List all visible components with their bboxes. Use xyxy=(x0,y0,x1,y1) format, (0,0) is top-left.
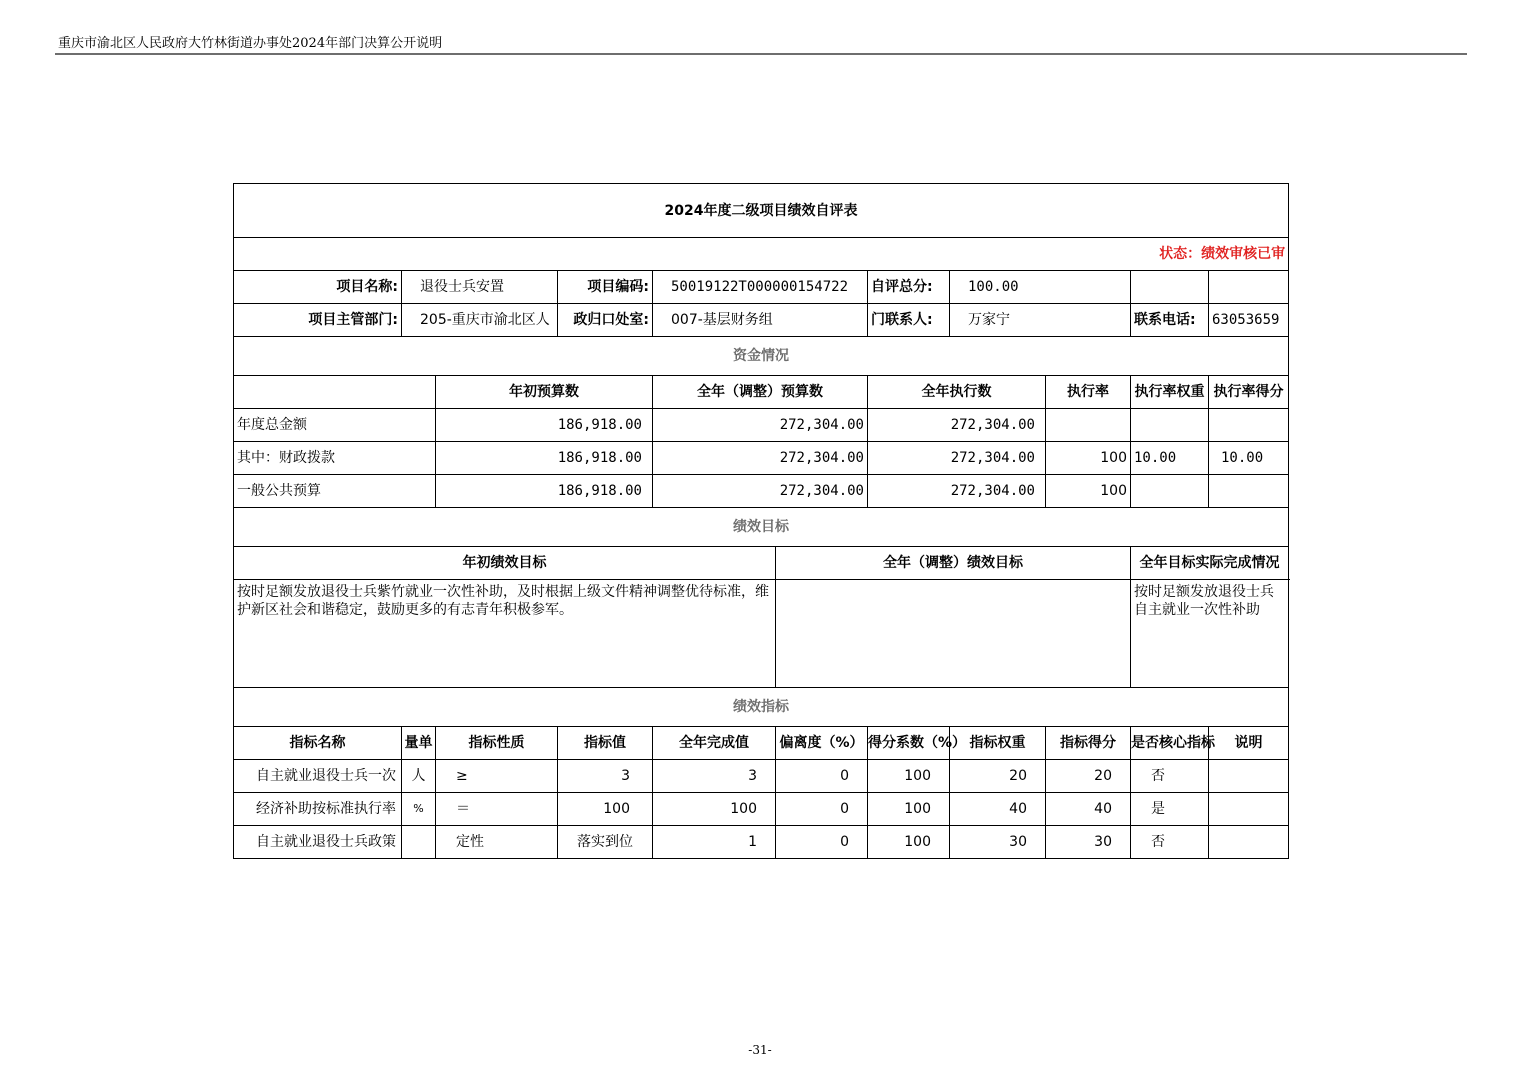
ind-unit xyxy=(402,826,436,859)
ind-nature: ＝ xyxy=(436,793,558,826)
ind-score: 30 xyxy=(1046,826,1131,859)
department-value: 205-重庆市渝北区人 xyxy=(402,304,558,337)
ind-header-unit: 量单 xyxy=(402,727,436,760)
self-score-value: 100.00 xyxy=(950,271,1131,304)
ind-target: 3 xyxy=(558,760,653,793)
ind-deviation: 0 xyxy=(776,793,868,826)
ind-actual: 100 xyxy=(653,793,776,826)
table-row xyxy=(234,760,1289,793)
ind-target: 100 xyxy=(558,793,653,826)
goals-adjusted-text xyxy=(776,580,1131,688)
header-rule xyxy=(55,53,1467,55)
ind-unit: % xyxy=(402,793,436,826)
project-name-label: 项目名称: xyxy=(234,271,402,304)
indicators-section-title: 绩效指标 xyxy=(234,688,1289,727)
ind-header-target: 指标值 xyxy=(558,727,653,760)
ind-header-weight: 指标权重 xyxy=(950,727,1046,760)
form-title: 2024年度二级项目绩效自评表 xyxy=(234,184,1289,238)
funds-header-weight: 执行率权重 xyxy=(1131,376,1209,409)
funds-header-rate: 执行率 xyxy=(1046,376,1131,409)
ind-score: 20 xyxy=(1046,760,1131,793)
ind-header-note: 说明 xyxy=(1209,727,1289,760)
ind-unit: 人 xyxy=(402,760,436,793)
ind-coef: 100 xyxy=(868,760,950,793)
funds-header-row xyxy=(234,376,1289,409)
ind-header-score: 指标得分 xyxy=(1046,727,1131,760)
funds-adjusted: 272,304.00 xyxy=(653,442,868,475)
ind-header-name: 指标名称 xyxy=(234,727,402,760)
ind-score: 40 xyxy=(1046,793,1131,826)
ind-weight: 20 xyxy=(950,760,1046,793)
funds-initial: 186,918.00 xyxy=(436,442,653,475)
ind-name: 自主就业退役士兵一次 xyxy=(234,760,402,793)
funds-score: 10.00 xyxy=(1209,442,1289,475)
ind-core: 是 xyxy=(1131,793,1209,826)
funds-weight xyxy=(1131,409,1209,442)
funds-executed: 272,304.00 xyxy=(868,442,1046,475)
funds-initial: 186,918.00 xyxy=(436,475,653,508)
goals-header-initial: 年初绩效目标 xyxy=(234,547,776,580)
office-value: 007-基层财务组 xyxy=(653,304,868,337)
ind-header-deviation: 偏离度（%） xyxy=(776,727,868,760)
funds-header-initial: 年初预算数 xyxy=(436,376,653,409)
ind-note xyxy=(1209,826,1289,859)
table-row xyxy=(234,409,1289,442)
ind-weight: 30 xyxy=(950,826,1046,859)
funds-row-label: 其中：财政拨款 xyxy=(234,442,436,475)
table-row xyxy=(234,826,1289,859)
ind-coef: 100 xyxy=(868,826,950,859)
self-score-label: 自评总分: xyxy=(868,271,950,304)
funds-score xyxy=(1209,475,1289,508)
project-code-label: 项目编码: xyxy=(558,271,653,304)
ind-core: 否 xyxy=(1131,826,1209,859)
ind-coef: 100 xyxy=(868,793,950,826)
funds-adjusted: 272,304.00 xyxy=(653,475,868,508)
funds-row-label: 一般公共预算 xyxy=(234,475,436,508)
ind-core: 否 xyxy=(1131,760,1209,793)
funds-rate: 100 xyxy=(1046,442,1131,475)
info-empty-cell xyxy=(1131,271,1209,304)
document-header-title: 重庆市渝北区人民政府大竹林街道办事处2024年部门决算公开说明 xyxy=(58,36,443,51)
goals-header-actual: 全年目标实际完成情况 xyxy=(1131,547,1289,580)
table-row xyxy=(234,475,1289,508)
goals-actual-text: 按时足额发放退役士兵自主就业一次性补助 xyxy=(1131,580,1289,688)
status-badge: 状态：绩效审核已审 xyxy=(234,238,1289,271)
project-name-value: 退役士兵安置 xyxy=(402,271,558,304)
funds-executed: 272,304.00 xyxy=(868,475,1046,508)
indicators-header-row xyxy=(234,727,1289,760)
funds-weight xyxy=(1131,475,1209,508)
contact-label: 门联系人: xyxy=(868,304,950,337)
funds-executed: 272,304.00 xyxy=(868,409,1046,442)
ind-header-actual: 全年完成值 xyxy=(653,727,776,760)
funds-rate xyxy=(1046,409,1131,442)
ind-deviation: 0 xyxy=(776,826,868,859)
goals-section-title: 绩效目标 xyxy=(234,508,1289,547)
project-code-value: 50019122T000000154722 xyxy=(653,271,868,304)
funds-initial: 186,918.00 xyxy=(436,409,653,442)
funds-header-score: 执行率得分 xyxy=(1209,376,1289,409)
contact-value: 万家宁 xyxy=(950,304,1131,337)
goals-header-adjusted: 全年（调整）绩效目标 xyxy=(776,547,1131,580)
info-row-1 xyxy=(234,271,1289,304)
ind-note xyxy=(1209,760,1289,793)
ind-target: 落实到位 xyxy=(558,826,653,859)
goals-header-row xyxy=(234,547,1289,580)
ind-name: 经济补助按标准执行率 xyxy=(234,793,402,826)
funds-rate: 100 xyxy=(1046,475,1131,508)
ind-name: 自主就业退役士兵政策 xyxy=(234,826,402,859)
goals-content-row xyxy=(234,580,1289,688)
ind-actual: 1 xyxy=(653,826,776,859)
table-row xyxy=(234,442,1289,475)
funds-header-adjusted: 全年（调整）预算数 xyxy=(653,376,868,409)
performance-evaluation-form xyxy=(233,183,1289,859)
ind-header-core: 是否核心指标 xyxy=(1131,727,1209,760)
funds-row-label: 年度总金额 xyxy=(234,409,436,442)
funds-adjusted: 272,304.00 xyxy=(653,409,868,442)
funds-score xyxy=(1209,409,1289,442)
page-number: -31- xyxy=(748,1043,772,1057)
phone-value: 63053659 xyxy=(1209,304,1289,337)
funds-weight: 10.00 xyxy=(1131,442,1209,475)
phone-label: 联系电话: xyxy=(1131,304,1209,337)
ind-deviation: 0 xyxy=(776,760,868,793)
ind-note xyxy=(1209,793,1289,826)
funds-header-executed: 全年执行数 xyxy=(868,376,1046,409)
info-row-2 xyxy=(234,304,1289,337)
ind-actual: 3 xyxy=(653,760,776,793)
ind-nature: 定性 xyxy=(436,826,558,859)
ind-weight: 40 xyxy=(950,793,1046,826)
goals-initial-text: 按时足额发放退役士兵紫竹就业一次性补助，及时根据上级文件精神调整优待标准，维护新区社会和谐稳定，鼓励更多的有志青年积极参军。 xyxy=(234,580,776,688)
info-empty-cell xyxy=(1209,271,1289,304)
ind-header-nature: 指标性质 xyxy=(436,727,558,760)
funds-section-title: 资金情况 xyxy=(234,337,1289,376)
table-row xyxy=(234,793,1289,826)
funds-header-blank xyxy=(234,376,436,409)
office-label: 政归口处室: xyxy=(558,304,653,337)
ind-header-coef: 得分系数（%） xyxy=(868,727,950,760)
ind-nature: ≥ xyxy=(436,760,558,793)
department-label: 项目主管部门: xyxy=(234,304,402,337)
